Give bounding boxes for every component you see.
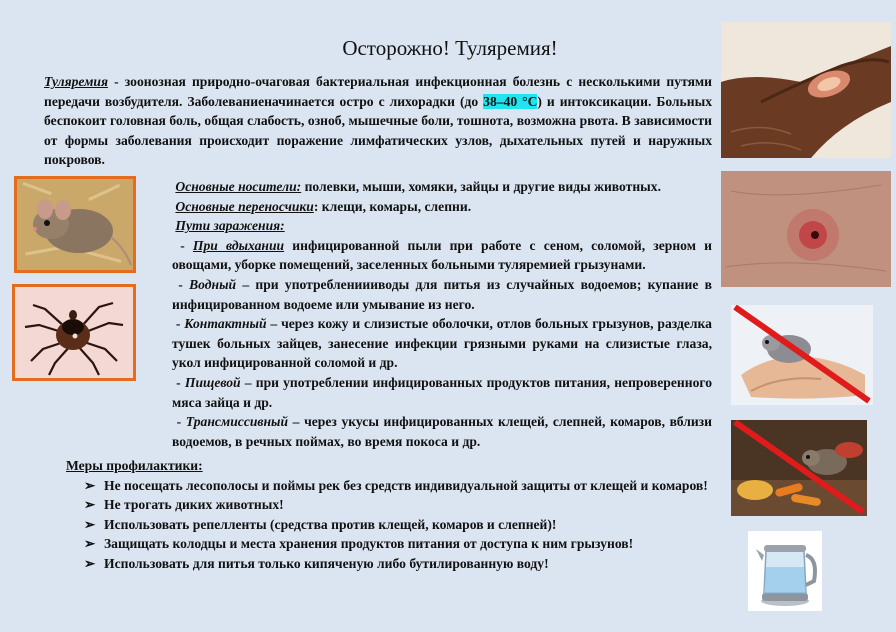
skin-ulcer-finger-photo [721, 22, 891, 158]
route-item [172, 275, 712, 314]
hand-mouse-image [731, 305, 873, 405]
route-name: При вдыхании [192, 237, 285, 253]
route-prefix: - [180, 237, 193, 253]
arrow-bullet-icon: ➢ [84, 477, 96, 493]
bite-mark-skin-photo [721, 171, 891, 287]
arrow-bullet-icon: ➢ [84, 516, 96, 532]
no-touching-rodents-photo [731, 305, 873, 405]
intro-dash: - [108, 74, 125, 89]
route-item [172, 373, 712, 412]
rodent-food-image [731, 420, 867, 516]
page-title: Осторожно! Туляремия! [342, 36, 558, 60]
route-prefix: - [176, 374, 185, 390]
intro-term: Туляремия [44, 74, 108, 89]
carriers-text: полевки, мыши, хомяки, зайцы и другие виды животных. [301, 179, 661, 194]
vectors-text: клещи, комары, слепни. [318, 198, 472, 214]
prevention-item [84, 495, 712, 515]
kettle-photo [748, 531, 822, 611]
route-item [172, 236, 712, 275]
route-prefix: - [175, 316, 185, 332]
prevention-item-text: Не посещать лесополосы и поймы рек без средств индивидуальной защиты от клещей и комаров! [104, 477, 708, 493]
routes-heading-line [172, 216, 712, 236]
mouse-photo [14, 176, 136, 273]
temperature-highlight: 38–40 °C [483, 93, 538, 109]
prevention-item-text: Не трогать диких животных! [104, 497, 284, 513]
route-item [172, 412, 712, 451]
route-name: Водный [189, 276, 237, 292]
vectors-colon: : [313, 198, 319, 214]
arrow-bullet-icon: ➢ [84, 536, 96, 552]
prevention-item-text: Использовать репелленты (средства против клещей, комаров и слепней)! [104, 516, 557, 532]
tick-photo [12, 284, 136, 381]
intro-text-a: зоонозная природно-очаговая бактериальная инфекционная болезнь с несколькими путями передачи возбудителя. Заболеваниеначинается остро с лихорадки (до [44, 74, 713, 109]
mouse-image [17, 179, 133, 270]
prevention-list [66, 476, 712, 574]
prevention-item-text: Использовать для питья только кипяченую либо бутилированную воду! [104, 555, 549, 571]
transmission-section [172, 177, 712, 451]
vectors-line [172, 197, 712, 217]
intro-paragraph [44, 72, 712, 170]
prevention-item [84, 554, 712, 574]
vectors-label: Основные переносчики [175, 198, 314, 214]
route-name: Трансмиссивный [185, 414, 289, 430]
tick-image [15, 287, 133, 378]
arrow-bullet-icon: ➢ [84, 555, 96, 571]
route-name: Пищевой [184, 374, 241, 390]
routes-heading: Пути заражения: [175, 218, 285, 234]
prevention-heading: Меры профилактики: [66, 458, 203, 473]
prevention-section [66, 456, 712, 574]
route-text: – через укусы инфицированных клещей, слепней, комаров, вблизи водоемов, в речных поймах, во время покоса и др. [172, 414, 712, 449]
bite-image [721, 171, 891, 287]
route-text: – при употреблении инфицированных продуктов питания, непроверенного мяса зайца и др. [172, 374, 712, 410]
route-prefix: - [176, 414, 186, 430]
intro-text-b: ) и интоксикации. Больных беспокоит головная боль, общая слабость, озноб, мышечные боли, тошнота, возможна рвота. В зависимости от формы заболевания происходит поражение лимфатических узлов, дыхательных путей и наружных покровов. [44, 93, 712, 168]
prevention-item [84, 515, 712, 535]
carriers-label: Основные носители: [175, 179, 302, 194]
arrow-bullet-icon: ➢ [84, 497, 96, 513]
prevention-item [84, 534, 712, 554]
route-text: инфицированной пыли при работе с сеном, соломой, зерном и овощами, уборке помещений, заселенных больными туляремией грызунами. [172, 237, 712, 273]
kettle-icon [748, 531, 822, 611]
carriers-line [172, 177, 712, 197]
route-item [172, 314, 712, 373]
route-text: – через кожу и слизистые оболочки, отлов больных грызунов, разделка тушек больных зайцев, занесение инфекции грязными руками на слизистые глаза, укол инфицированной соломой и др. [172, 316, 712, 371]
finger-image [721, 22, 891, 158]
prevention-item [84, 476, 712, 496]
prevention-item-text: Защищать колодцы и места хранения продуктов питания от доступа к ним грызунов! [104, 536, 634, 552]
route-name: Контактный [184, 316, 267, 332]
route-text: – при употреблениииводы для питья из случайных водоемов; купание в инфицированном водоеме или умывание из него. [172, 276, 712, 312]
route-prefix: - [178, 276, 190, 292]
rodent-food-storage-photo [731, 420, 867, 516]
